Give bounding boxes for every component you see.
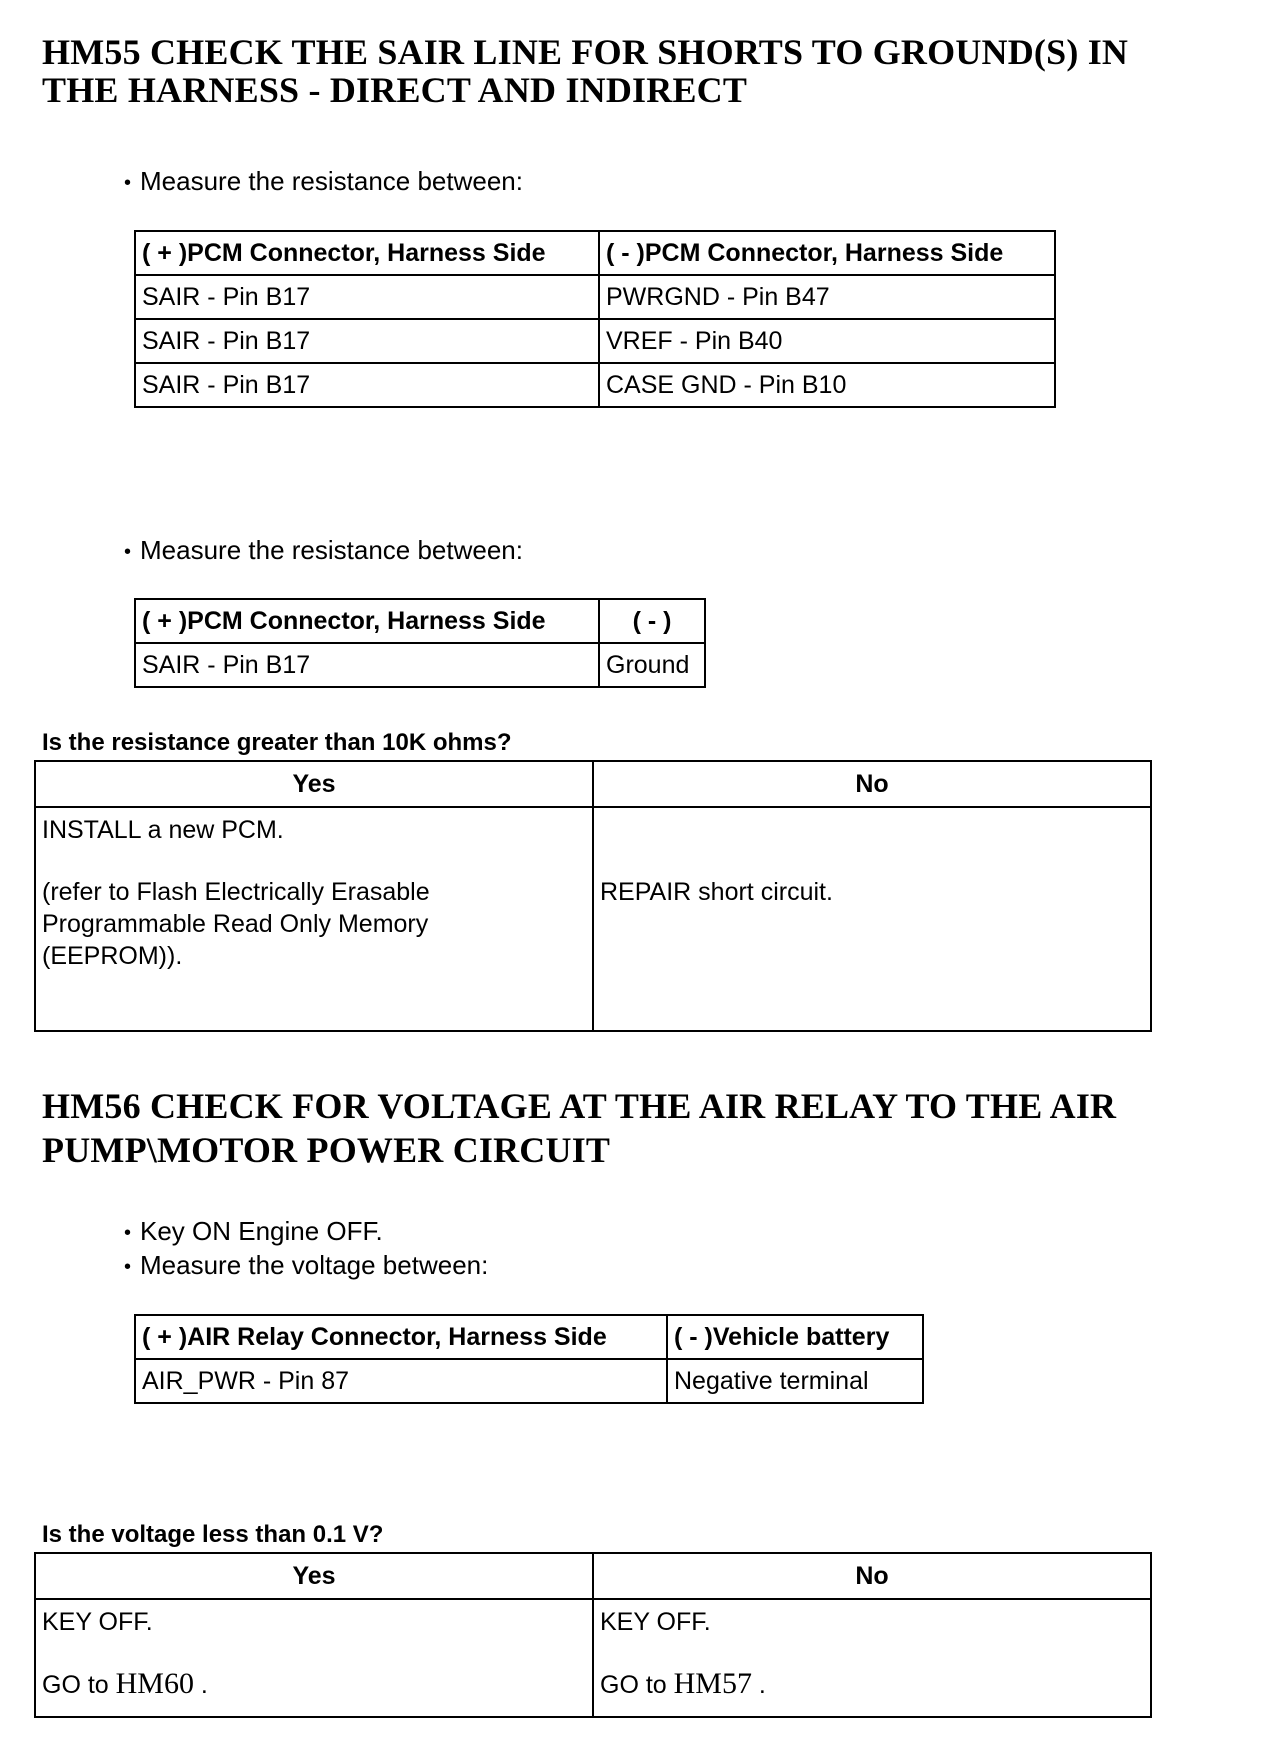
hm55-answer-table — [34, 760, 1152, 1032]
hm56-title: HM56 CHECK FOR VOLTAGE AT THE AIR RELAY TO THE AIR PUMP\MOTOR POWER CIRCUIT — [42, 1086, 1117, 1170]
hm55-measure-table-2 — [134, 598, 706, 688]
table-cell: AIR_PWR - Pin 87 — [135, 1359, 667, 1403]
yes-cell: KEY OFF. GO to HM60 . — [35, 1599, 593, 1717]
bullet-icon: • — [124, 172, 132, 194]
bullet-icon: • — [124, 541, 132, 563]
table-cell: CASE GND - Pin B10 — [599, 363, 1055, 407]
yes-cell: INSTALL a new PCM. (refer to Flash Electrically Erasable Programmable Read Only Memory (EEPROM)). — [35, 807, 593, 1031]
table-cell: SAIR - Pin B17 — [135, 643, 599, 687]
hm55-bullet-1: • Measure the resistance between: — [124, 164, 523, 200]
table-header: ( - ) — [599, 599, 705, 643]
hm56-answer-table — [34, 1552, 1152, 1718]
table-header: ( - )Vehicle battery — [667, 1315, 923, 1359]
table-row — [135, 643, 705, 687]
table-cell: SAIR - Pin B17 — [135, 319, 599, 363]
hm56-bullet-1: • Key ON Engine OFF. — [124, 1214, 383, 1250]
table-cell: Negative terminal — [667, 1359, 923, 1403]
table-header: ( + )PCM Connector, Harness Side — [135, 599, 599, 643]
no-header: No — [593, 761, 1151, 807]
hm56-bullet-2: • Measure the voltage between: — [124, 1248, 488, 1284]
table-cell: VREF - Pin B40 — [599, 319, 1055, 363]
hm57-link[interactable]: HM57 — [673, 1667, 752, 1700]
hm55-measure-table-1 — [134, 230, 1056, 408]
table-header: ( - )PCM Connector, Harness Side — [599, 231, 1055, 275]
yes-header: Yes — [35, 1553, 593, 1599]
hm55-title: HM55 CHECK THE SAIR LINE FOR SHORTS TO GROUND(S) IN THE HARNESS - DIRECT AND INDIRECT — [42, 32, 1129, 110]
bullet-icon: • — [124, 1256, 132, 1278]
no-header: No — [593, 1553, 1151, 1599]
table-row — [135, 275, 1055, 319]
table-cell: PWRGND - Pin B47 — [599, 275, 1055, 319]
table-cell: SAIR - Pin B17 — [135, 363, 599, 407]
bullet-icon: • — [124, 1222, 132, 1244]
table-cell: SAIR - Pin B17 — [135, 275, 599, 319]
no-cell: REPAIR short circuit. — [593, 807, 1151, 1031]
table-header: ( + )AIR Relay Connector, Harness Side — [135, 1315, 667, 1359]
table-row — [135, 1359, 923, 1403]
table-row — [135, 319, 1055, 363]
table-cell: Ground — [599, 643, 705, 687]
yes-header: Yes — [35, 761, 593, 807]
hm60-link[interactable]: HM60 — [115, 1667, 194, 1700]
no-cell: KEY OFF. GO to HM57 . — [593, 1599, 1151, 1717]
hm55-bullet-2: • Measure the resistance between: — [124, 533, 523, 569]
hm56-measure-table — [134, 1314, 924, 1404]
table-header: ( + )PCM Connector, Harness Side — [135, 231, 599, 275]
table-row — [135, 363, 1055, 407]
hm56-question: Is the voltage less than 0.1 V? — [42, 1521, 384, 1548]
hm55-question: Is the resistance greater than 10K ohms? — [42, 729, 512, 756]
